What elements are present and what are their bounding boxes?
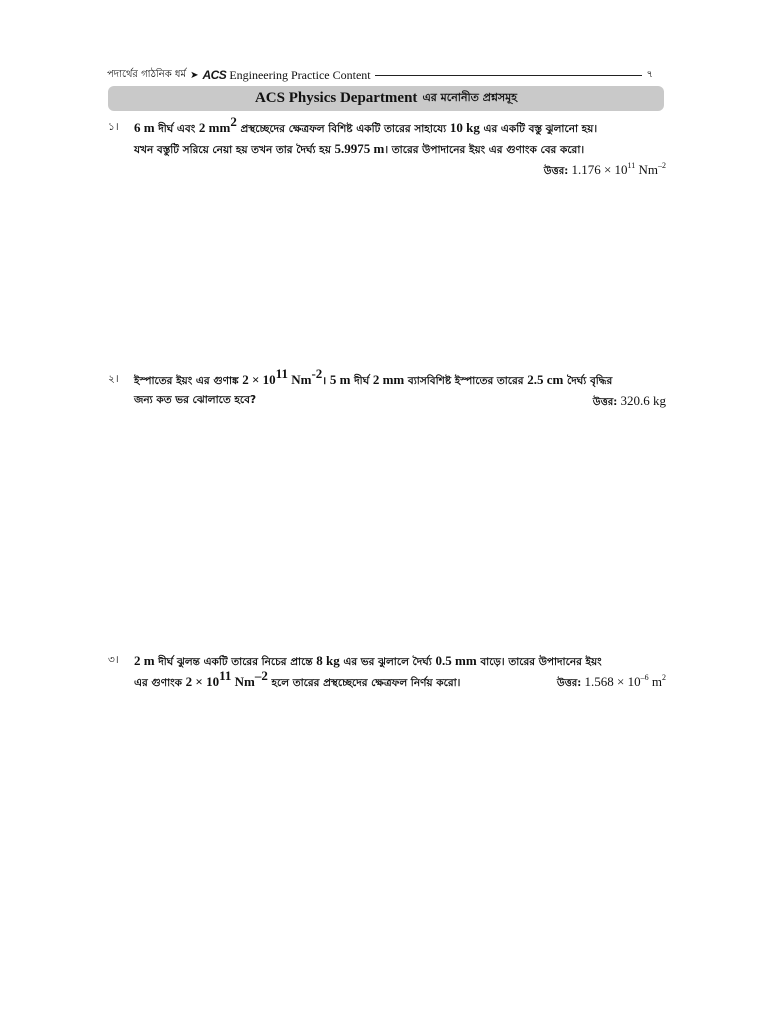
question-line [134,114,666,139]
question-line [134,391,666,412]
acs-logo: ACS [202,68,227,82]
answer-value: 320.6 kg [620,393,666,408]
answer [593,391,666,412]
answer-unit: Nm [635,162,658,177]
text-segment: । [322,375,330,387]
text-segment: দীর্ঘ এবং [154,123,199,135]
text-segment: দীর্ঘ [350,375,373,387]
value-extension: 2.5 cm [527,372,564,387]
text-segment: এর একটি বস্তু ঝুলানো হয়। [479,123,598,135]
exponent: –6 [640,673,649,682]
answer-label: উত্তর: [543,166,569,177]
exponent: 2 [662,673,666,682]
text-segment: এর গুণাংক [134,677,186,689]
value-mass: 8 kg [316,653,340,668]
exponent: 11 [627,161,636,170]
answer-value: 1.568 × 10 [584,674,641,689]
text-segment: যখন বস্তুটি সরিয়ে নেয়া হয় তখন তার দৈর্ঘ্য হয় [134,144,335,156]
text-segment: এর ভর ঝুলালে দৈর্ঘ্য [339,656,436,668]
answer [134,160,666,181]
question-2 [108,366,666,412]
chapter-title: পদার্থের গাঠনিক ধর্ম [107,68,187,80]
question-number: ২। [108,373,119,385]
text-segment: প্রস্থচ্ছেদের ক্ষেত্রফল বিশিষ্ট একটি তারের সাহায্যে [236,123,450,135]
value-mass: 10 kg [449,120,480,135]
exponent: –2 [658,161,666,170]
exponent: –2 [254,668,268,683]
exponent: -2 [311,366,323,381]
exponent: 11 [275,366,288,381]
answer-value: 1.176 × 10 [571,162,628,177]
text-segment: জন্য কত ভর ঝোলাতে হবে? [134,394,257,406]
answer [557,672,666,693]
question-line [134,651,666,672]
value-modulus: 2 × 10 [242,372,276,387]
value-length: 5 m [329,372,351,387]
page-number: ৭ [646,68,653,80]
text-segment: হলে তারের প্রস্থচ্ছেদের ক্ষেত্রফল নির্ণয় করো। [267,677,461,689]
answer-label: উত্তর: [592,397,618,408]
question-line [134,366,666,391]
question-line [134,668,666,693]
text-segment: দীর্ঘ ঝুলন্ত একটি তারের নিচের প্রান্তে [154,656,317,668]
section-title-bar [108,86,664,111]
exponent: 11 [219,668,232,683]
question-1 [108,114,666,181]
question-number: ১। [108,121,119,133]
question-3 [108,651,666,693]
arrow-icon: ➤ [190,69,199,81]
unit: Nm [231,674,255,689]
answer-unit: m [648,674,662,689]
text-segment: ব্যাসবিশিষ্ট ইস্পাতের তারের [404,375,528,387]
question-number: ৩। [108,654,119,666]
header-rule [375,75,643,76]
value-diameter: 2 mm [372,372,405,387]
text-segment: ইস্পাতের ইয়ং এর গুণাঙ্ক [134,375,243,387]
value-modulus: 2 × 10 [185,674,220,689]
text-segment: । তারের উপাদানের ইয়ং এর গুণাংক বের করো। [384,144,585,156]
value-area: 2 mm [198,120,231,135]
section-title-english: ACS Physics Department [254,90,418,106]
value-length: 2 m [134,653,155,668]
content-label: Engineering Practice Content [229,67,371,82]
section-title-bangla: এর মনোনীত প্রশ্নসমূহ [422,91,518,104]
value-extension: 0.5 mm [435,653,477,668]
value-length: 5.9975 m [334,141,385,156]
question-line [134,139,666,160]
exponent: 2 [230,114,237,129]
answer-label: উত্তর: [556,678,582,689]
text-segment: দৈর্ঘ্য বৃদ্ধির [563,375,613,387]
page-header [107,66,653,84]
value-length: 6 m [134,120,155,135]
unit: Nm [287,372,312,387]
text-segment: বাড়ে। তারের উপাদানের ইয়ং [476,656,602,668]
